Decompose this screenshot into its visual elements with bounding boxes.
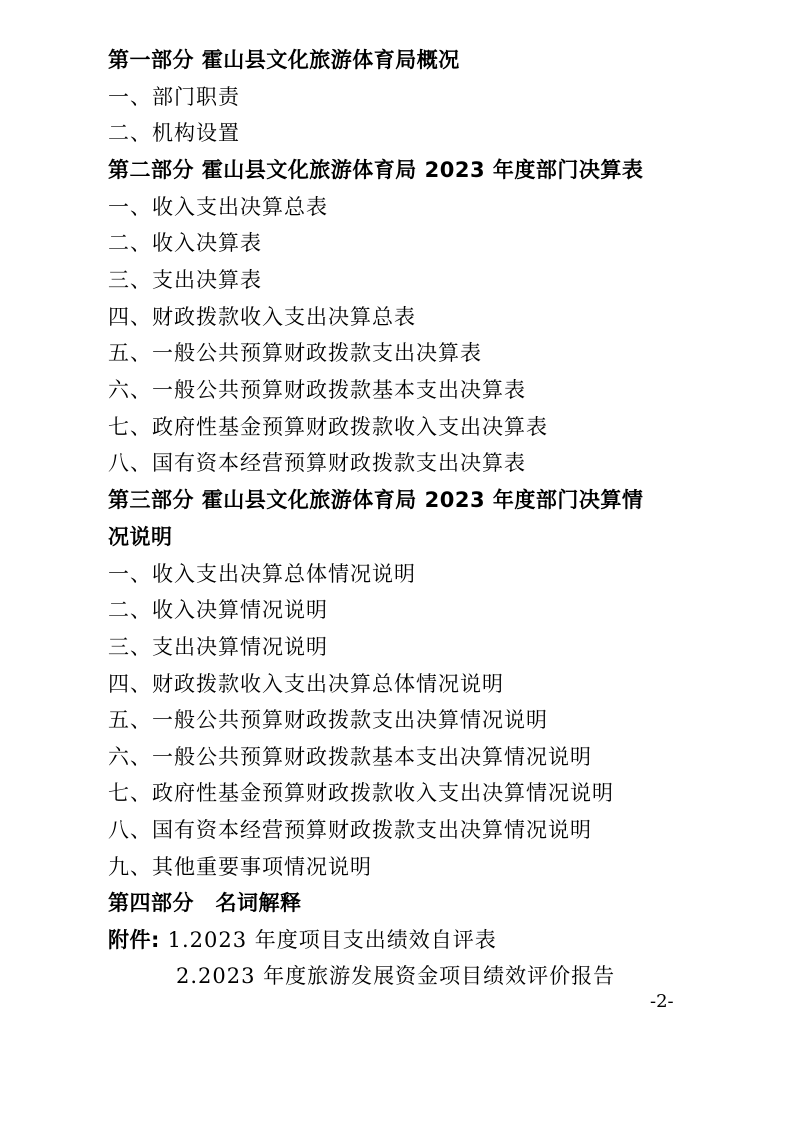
part2-item-4: 四、财政拨款收入支出决算总表	[108, 305, 416, 329]
part2-item-2: 二、收入决算表	[108, 231, 262, 255]
part2-item-6: 六、一般公共预算财政拨款基本支出决算表	[108, 378, 526, 402]
attachments-label: 附件:	[108, 928, 160, 952]
part1-item-1: 一、部门职责	[108, 85, 240, 109]
part3-title-line2: 况说明	[108, 525, 173, 549]
part2-item-7: 七、政府性基金预算财政拨款收入支出决算表	[108, 415, 548, 439]
part3-item-2: 二、收入决算情况说明	[108, 598, 328, 622]
part2-item-5: 五、一般公共预算财政拨款支出决算表	[108, 341, 482, 365]
part3-item-3: 三、支出决算情况说明	[108, 635, 328, 659]
part3-item-6: 六、一般公共预算财政拨款基本支出决算情况说明	[108, 745, 592, 769]
part3-item-4: 四、财政拨款收入支出决算总体情况说明	[108, 672, 504, 696]
part2-item-8: 八、国有资本经营预算财政拨款支出决算表	[108, 451, 526, 475]
part2-item-1: 一、收入支出决算总表	[108, 195, 328, 219]
attachments-line-1	[108, 926, 497, 954]
attachment-spacer	[160, 928, 168, 952]
part2-item-3: 三、支出决算表	[108, 268, 262, 292]
attachment-item-1: 1.2023 年度项目支出绩效自评表	[167, 928, 497, 952]
part3-item-9: 九、其他重要事项情况说明	[108, 855, 372, 879]
part1-title: 第一部分 霍山县文化旅游体育局概况	[108, 48, 460, 72]
attachment-item-2: 2.2023 年度旅游发展资金项目绩效评价报告	[176, 964, 616, 988]
page-number: -2-	[650, 991, 674, 1012]
part1-item-2: 二、机构设置	[108, 121, 240, 145]
part3-item-7: 七、政府性基金预算财政拨款收入支出决算情况说明	[108, 781, 614, 805]
part4-title: 第四部分 名词解释	[108, 891, 302, 915]
part3-item-8: 八、国有资本经营预算财政拨款支出决算情况说明	[108, 818, 592, 842]
part3-item-5: 五、一般公共预算财政拨款支出决算情况说明	[108, 708, 548, 732]
part2-title: 第二部分 霍山县文化旅游体育局 2023 年度部门决算表	[108, 158, 644, 182]
part3-title-line1: 第三部分 霍山县文化旅游体育局 2023 年度部门决算情	[108, 488, 644, 512]
part3-item-1: 一、收入支出决算总体情况说明	[108, 562, 416, 586]
